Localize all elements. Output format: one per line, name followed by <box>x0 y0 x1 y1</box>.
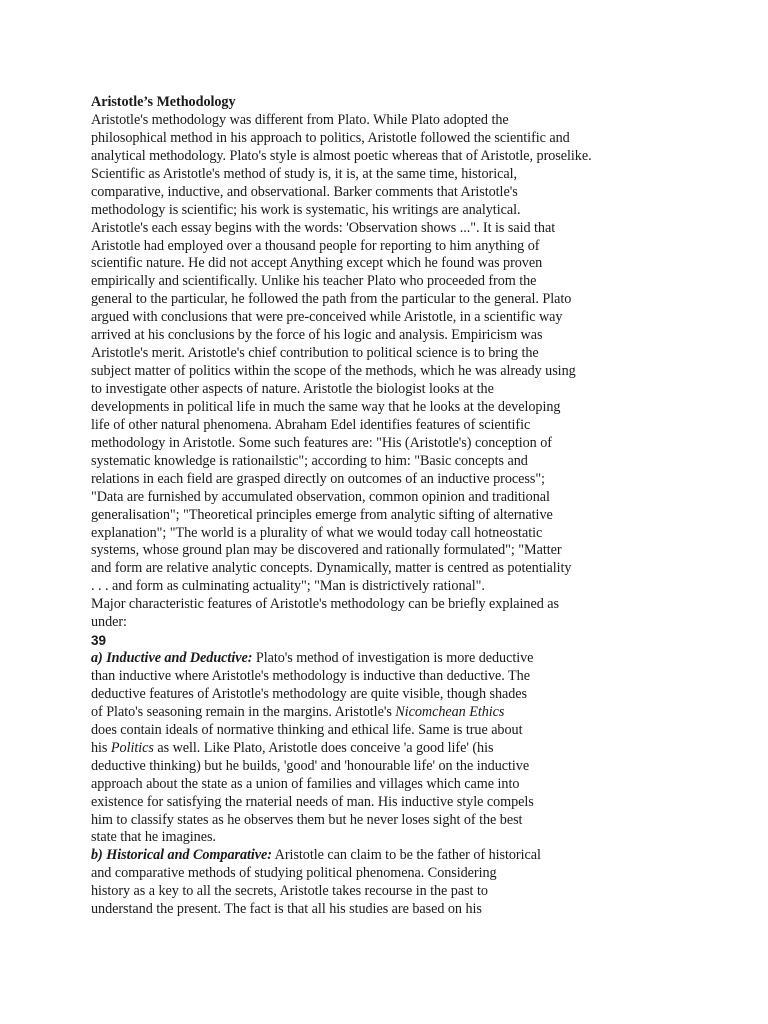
intro-line: Aristotle's merit. Aristotle's chief contribution to political science is to bring the <box>91 345 539 362</box>
section-a-line-6-post: as well. Like Plato, Aristotle does conceive 'a good life' (his <box>153 739 494 756</box>
document-title: Aristotle’s Methodology <box>91 94 236 110</box>
section-b-lines <box>91 865 731 919</box>
intro-line: developments in political life in much the same way that he looks at the developing <box>91 398 561 415</box>
section-a-line-4-text: of Plato's seasoning remain in the margins. Aristotle's <box>91 703 396 720</box>
intro-line: "Data are furnished by accumulated observation, common opinion and traditional <box>91 488 550 505</box>
section-a-first-line <box>91 650 731 668</box>
section-a-line-6 <box>91 740 731 758</box>
intro-line: to investigate other aspects of nature. Aristotle the biologist looks at the <box>91 381 494 397</box>
book-title-ethics: Nicomchean Ethics <box>395 703 505 720</box>
intro-line: methodology in Aristotle. Some such features are: "His (Aristotle's) conception of <box>91 434 552 451</box>
intro-line: Aristotle's each essay begins with the words: 'Observation shows ...". It is said that <box>91 219 556 236</box>
intro-line: life of other natural phenomena. Abraham Edel identifies features of scientific <box>91 416 531 433</box>
section-b-heading: b) Historical and Comparative: <box>91 847 272 864</box>
intro-line: arrived at his conclusions by the force of his logic and analysis. Empiricism was <box>91 327 543 344</box>
intro-line: subject matter of politics within the scope of the methods, which he was already using <box>91 363 576 380</box>
intro-line: general to the particular, he followed the path from the particular to the general. Plato <box>91 291 572 308</box>
intro-line: and form are relative analytic concepts. Dynamically, matter is centred as potentiality <box>91 560 572 577</box>
section-a-line: deductive thinking) but he builds, 'good' and 'honourable life' on the inductive <box>91 757 530 774</box>
section-a-lines-2 <box>91 758 731 848</box>
section-a-line-6-pre: his <box>91 739 111 756</box>
section-b-line-text: Aristotle can claim to be the father of historical <box>271 847 541 864</box>
section-a-line-text: Plato's method of investigation is more deductive <box>252 650 534 667</box>
section-historical-comparative <box>91 847 731 919</box>
section-a-line: him to classify states as he observes them but he never loses sight of the best <box>91 811 523 828</box>
intro-line: methodology is scientific; his work is systematic, his writings are analytical. <box>91 201 521 218</box>
section-b-line: history as a key to all the secrets, Aristotle takes recourse in the past to <box>91 883 488 900</box>
section-b-first-line <box>91 847 731 865</box>
intro-line: explanation"; "The world is a plurality of what we would today call hotneostatic <box>91 524 543 541</box>
intro-line: Scientific as Aristotle's method of study is, it is, at the same time, historical, <box>91 165 517 182</box>
intro-line: generalisation"; "Theoretical principles emerge from analytic sifting of alternative <box>91 506 553 523</box>
intro-line: scientific nature. He did not accept Anything except which he found was proven <box>91 255 543 272</box>
intro-line: philosophical method in his approach to politics, Aristotle followed the scientific and <box>91 129 570 146</box>
section-a-line: existence for satisfying the rnaterial needs of man. His inductive style compels <box>91 793 534 810</box>
page-number: 39 <box>91 633 106 649</box>
intro-line: under: <box>91 614 127 631</box>
book-title-politics: Politics <box>110 739 154 756</box>
intro-line: Aristotle had employed over a thousand people for reporting to him anything of <box>91 237 540 254</box>
intro-line: Aristotle's methodology was different from Plato. While Plato adopted the <box>91 111 509 128</box>
intro-line: analytical methodology. Plato's style is almost poetic whereas that of Aristotle, proselike. <box>91 147 592 164</box>
section-a-line-5: does contain ideals of normative thinking and ethical life. Same is true about <box>91 721 523 738</box>
intro-line: comparative, inductive, and observational. Barker comments that Aristotle's <box>91 183 518 200</box>
section-inductive-deductive <box>91 650 731 847</box>
intro-line: systems, whose ground plan may be discovered and rationally formulated"; "Matter <box>91 542 562 559</box>
intro-line: empirically and scientifically. Unlike his teacher Plato who proceeded from the <box>91 273 537 290</box>
section-b-line: and comparative methods of studying political phenomena. Considering <box>91 865 497 882</box>
intro-line: Major characteristic features of Aristotle's methodology can be briefly explained as <box>91 596 559 613</box>
intro-line: systematic knowledge is rationailstic"; according to him: "Basic concepts and <box>91 452 528 469</box>
intro-line: . . . and form as culminating actuality"; "Man is districtively rational". <box>91 578 485 595</box>
section-a-line: deductive features of Aristotle's methodology are quite visible, though shades <box>91 685 528 702</box>
section-b-line: understand the present. The fact is that all his studies are based on his <box>91 901 482 918</box>
section-a-heading: a) Inductive and Deductive: <box>91 650 253 667</box>
section-a-line: state that he imagines. <box>91 829 216 846</box>
intro-line: relations in each field are grasped directly on outcomes of an inductive process"; <box>91 470 545 487</box>
document-body <box>91 94 731 919</box>
intro-line: argued with conclusions that were pre-conceived while Aristotle, in a scientific way <box>91 309 563 326</box>
section-a-line: approach about the state as a union of families and villages which came into <box>91 775 520 792</box>
section-a-line: than inductive where Aristotle's methodology is inductive than deductive. The <box>91 668 530 684</box>
intro-paragraph <box>91 112 731 632</box>
section-a-lines-1 <box>91 668 731 704</box>
section-a-line-4 <box>91 704 731 722</box>
